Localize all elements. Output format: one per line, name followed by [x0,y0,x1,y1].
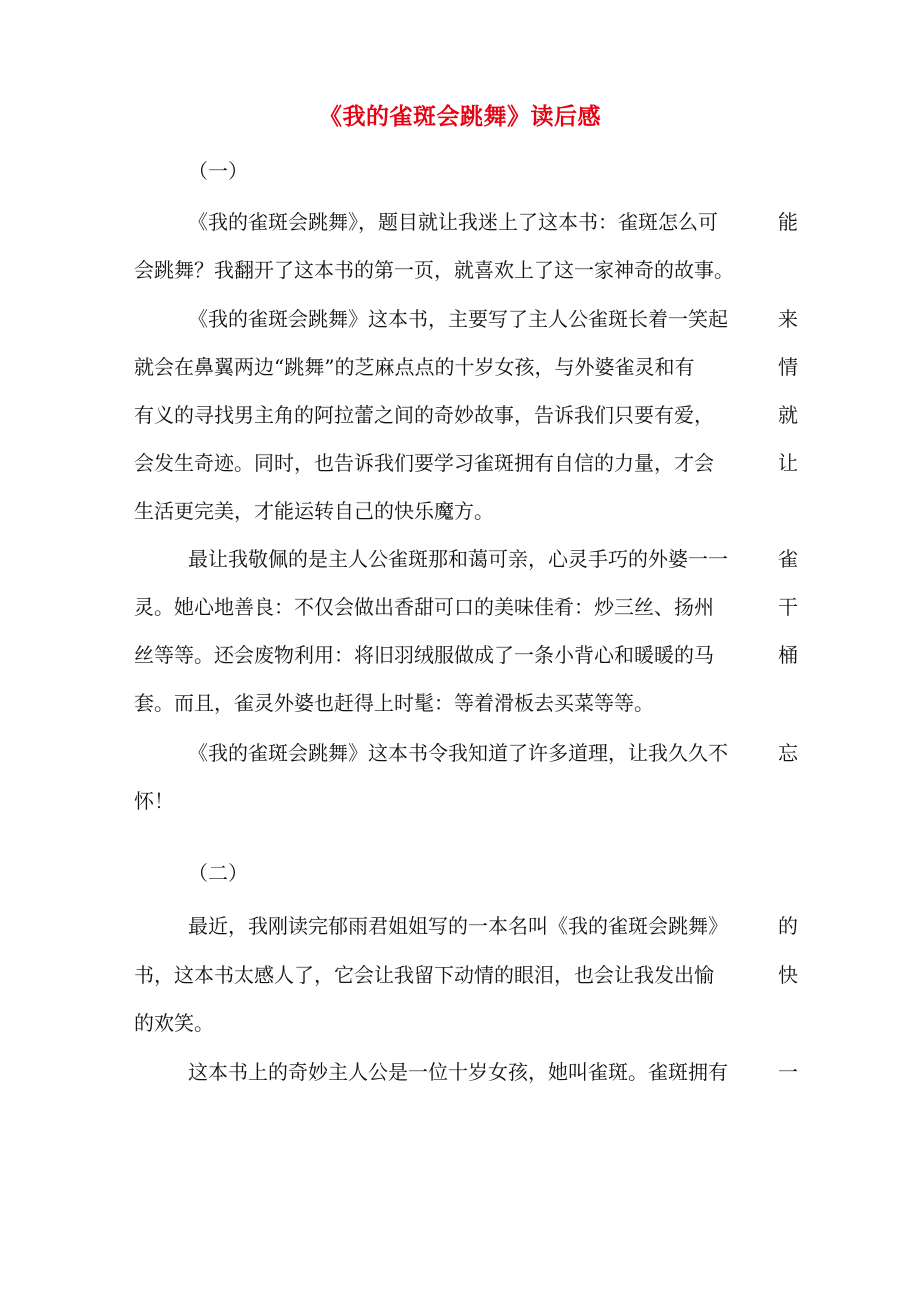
line-tail: 的 [778,914,798,938]
line-text: 《我的雀斑会跳舞》，题目就让我迷上了这本书：雀斑怎么可 [188,210,718,234]
section-heading-2: （二） [188,861,248,885]
line-text: 《我的雀斑会跳舞》这本书令我知道了许多道理，让我久久不 [188,741,728,765]
line-text: 的欢笑。 [134,1011,214,1035]
line-tail: 雀 [778,547,798,571]
line-tail: 能 [778,210,798,234]
line-text: 生活更完美，才能运转自己的快乐魔方。 [134,499,494,523]
line-text: 灵。她心地善良：不仅会做出香甜可口的美味佳肴：炒三丝、扬州 [134,595,714,619]
line-tail: 就 [778,403,798,427]
line-text: 怀！ [134,789,174,813]
line-tail: 忘 [778,741,798,765]
line-text: 书，这本书太感人了，它会让我留下动情的眼泪，也会让我发出愉 [134,963,714,987]
section-heading-1: （一） [188,159,248,183]
line-tail: 一 [778,1060,798,1084]
line-text: 最近，我刚读完郁雨君姐姐写的一本名叫《我的雀斑会跳舞》 [188,914,728,938]
line-text: 《我的雀斑会跳舞》这本书，主要写了主人公雀斑长着一笑起 [188,307,728,331]
line-text: 套。而且，雀灵外婆也赶得上时髦：等着滑板去买菜等等。 [134,691,654,715]
document-title: 《我的雀斑会跳舞》读后感 [319,103,601,130]
line-text: 最让我敬佩的是主人公雀斑那和蔼可亲，心灵手巧的外婆一一 [188,547,728,571]
line-tail: 情 [778,355,798,379]
line-text: 会跳舞？我翻开了这本书的第一页，就喜欢上了这一家神奇的故事。 [134,258,734,282]
line-text: 会发生奇迹。同时，也告诉我们要学习雀斑拥有自信的力量，才会 [134,451,714,475]
line-text: 丝等等。还会废物利用：将旧羽绒服做成了一条小背心和暖暖的马 [134,643,714,667]
line-tail: 让 [778,451,798,475]
line-tail: 干 [778,595,798,619]
line-text: 这本书上的奇妙主人公是一位十岁女孩，她叫雀斑。雀斑拥有 [188,1060,728,1084]
line-tail: 桶 [778,643,798,667]
line-text: 就会在鼻翼两边“跳舞”的芝麻点点的十岁女孩，与外婆雀灵和有 [134,355,695,379]
line-tail: 来 [778,307,798,331]
line-text: 有义的寻找男主角的阿拉蕾之间的奇妙故事，告诉我们只要有爱， [134,403,714,427]
line-tail: 快 [778,963,798,987]
